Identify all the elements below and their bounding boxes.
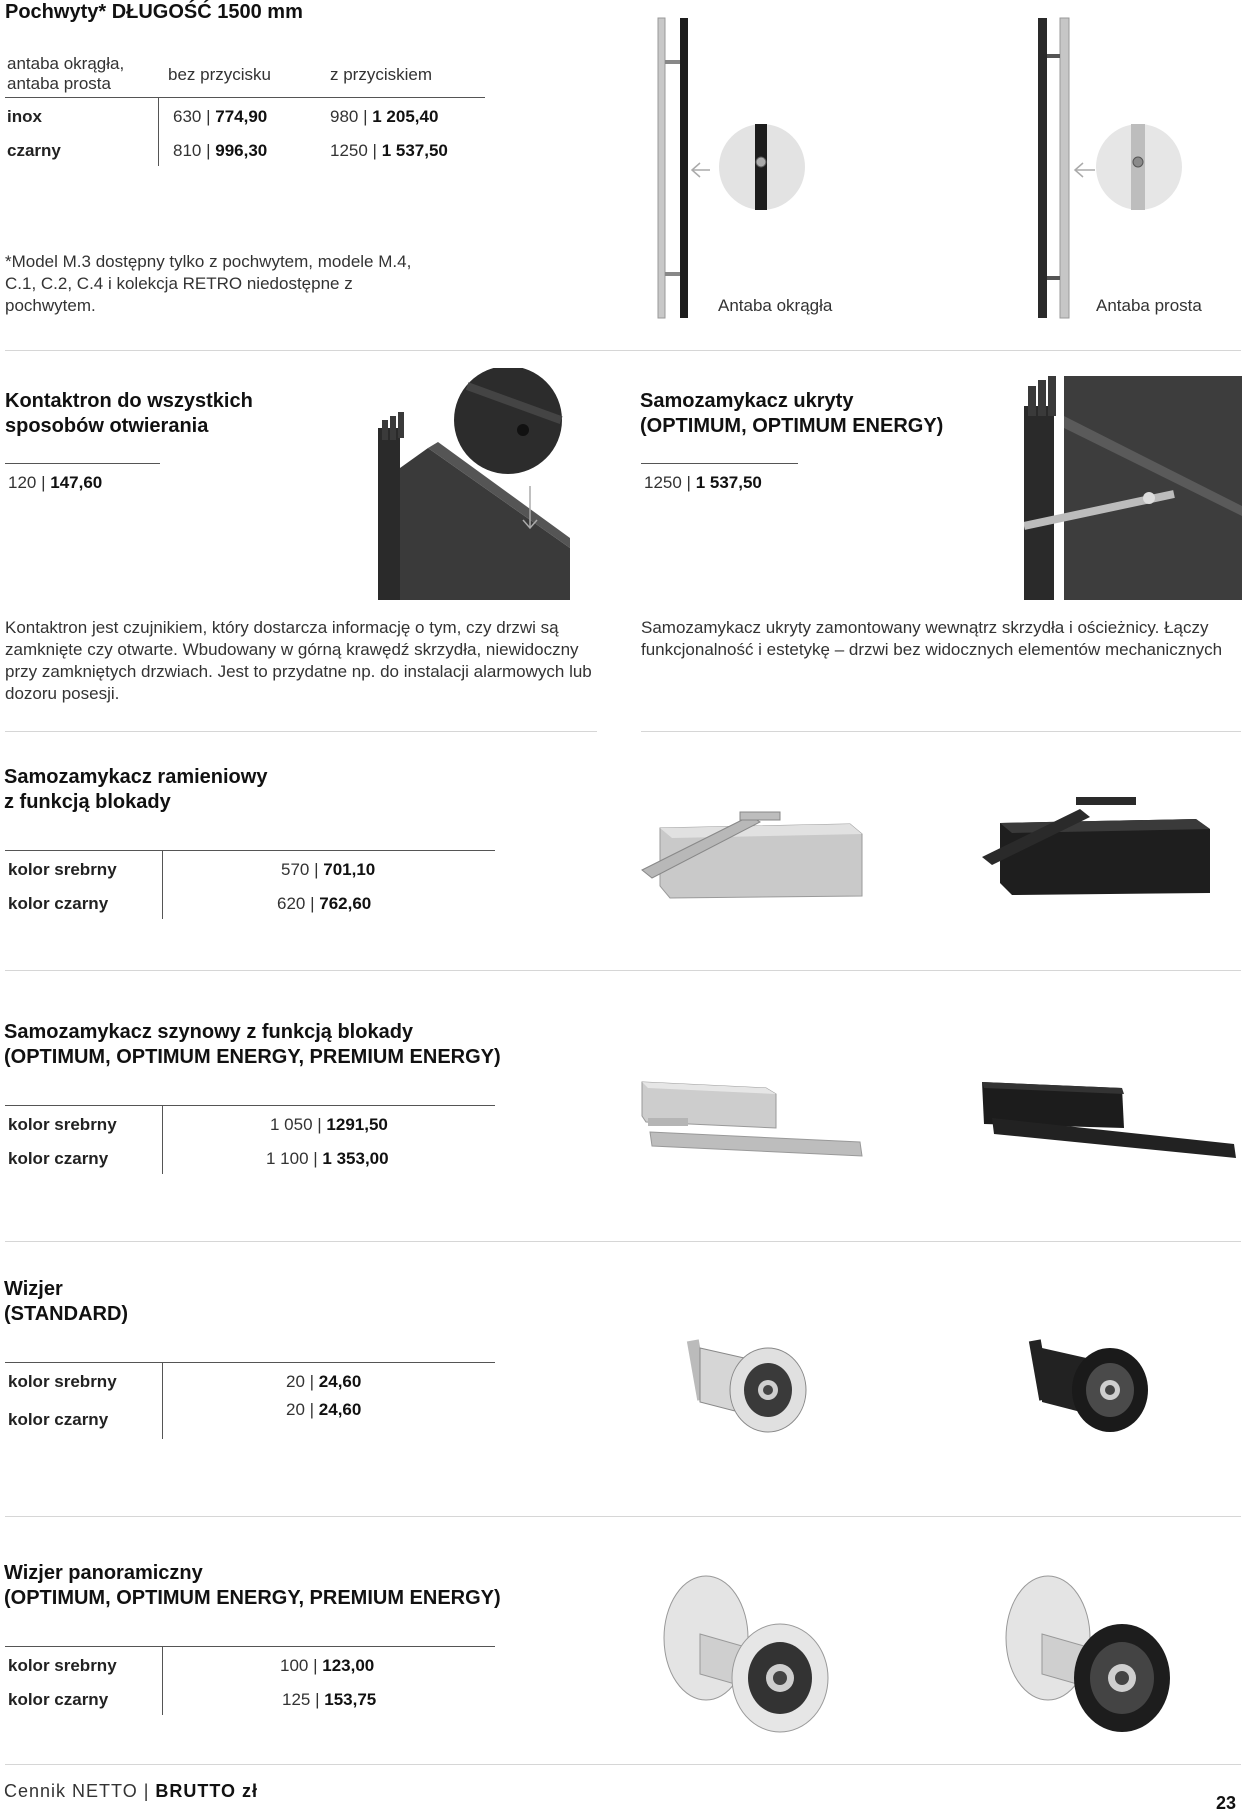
arm-closer-row-silver-price: 570 | 701,10 [281, 860, 376, 879]
section-divider-4 [5, 1241, 1241, 1242]
rail-closer-row-black-price: 1 100 | 1 353,00 [266, 1149, 389, 1168]
kontaktron-description: Kontaktron jest czujnikiem, który dostarcza informację o tym, czy drzwi są zamknięte czy otwarte. Wbudowany w górną krawędź skrzydła, niewidoczny przy zamkniętych drzwiach. Jest to przydatne np. do instalacji alarmowych lub dozoru posesji. [5, 618, 592, 703]
rail-closer-title: Samozamykacz szynowy z funkcją blokady (OPTIMUM, OPTIMUM ENERGY, PREMIUM ENERGY) [4, 1021, 501, 1068]
handles-row-black-price1: 810 | 996,30 [173, 141, 268, 160]
panoramic-table-divider [162, 1647, 163, 1715]
footer-price-legend: Cennik NETTO | BRUTTO zł [4, 1781, 259, 1801]
caption-straight-handle: Antaba prosta [1096, 296, 1202, 315]
panoramic-black-image [1002, 1574, 1177, 1734]
arm-closer-table-divider [162, 851, 163, 919]
arm-closer-row-silver-label: kolor srebrny [8, 860, 117, 879]
section-divider-2b [641, 731, 1241, 732]
handles-note: *Model M.3 dostępny tylko z pochwytem, modele M.4, C.1, C.2, C.4 i kolekcja RETRO niedostępne z pochwytem. [5, 252, 412, 315]
peephole-row-silver-label: kolor srebrny [8, 1372, 117, 1391]
arm-closer-silver-image [640, 800, 880, 900]
rail-closer-silver-image [640, 1078, 865, 1160]
peephole-row-black-label: kolor czarny [8, 1410, 109, 1429]
kontaktron-title: Kontaktron do wszystkich sposobów otwierania [5, 390, 253, 437]
peephole-black-image [1024, 1318, 1159, 1443]
handles-table-divider [158, 98, 159, 166]
kontaktron-illustration [378, 368, 570, 600]
section-divider-6 [5, 1764, 1241, 1765]
hidden-closer-description: Samozamykacz ukryty zamontowany wewnątrz skrzydła i ościeżnicy. Łączy funkcjonalność i estetykę – drzwi bez widocznych elementów mechanicznych [641, 618, 1223, 659]
handles-illustration [640, 10, 1240, 328]
panoramic-row-black-label: kolor czarny [8, 1690, 109, 1709]
rail-closer-table-divider [162, 1106, 163, 1174]
hidden-closer-price-rule [641, 463, 798, 464]
arm-closer-title: Samozamykacz ramieniowy z funkcją blokady [4, 766, 268, 813]
panoramic-table-rule [5, 1646, 495, 1647]
handles-title: Pochwyty* DŁUGOŚĆ 1500 mm [5, 1, 303, 23]
handles-row-inox-label: inox [7, 107, 42, 126]
panoramic-row-silver-price: 100 | 123,00 [280, 1656, 375, 1675]
peephole-title: Wizjer (STANDARD) [4, 1278, 129, 1325]
rail-closer-table-rule [5, 1105, 495, 1106]
arm-closer-table-rule [5, 850, 495, 851]
hidden-closer-price: 1250 | 1 537,50 [644, 473, 762, 492]
panoramic-silver-image [660, 1574, 835, 1734]
rail-closer-row-silver-price: 1 050 | 1291,50 [270, 1115, 388, 1134]
rail-closer-black-image [980, 1078, 1238, 1160]
handles-header-col2: bez przycisku [168, 65, 271, 84]
handles-row-inox-price2: 980 | 1 205,40 [330, 107, 439, 126]
arm-closer-row-black-label: kolor czarny [8, 894, 109, 913]
arm-closer-row-black-price: 620 | 762,60 [277, 894, 372, 913]
handles-header-col3: z przyciskiem [330, 65, 433, 84]
panoramic-row-black-price: 125 | 153,75 [282, 1690, 377, 1709]
panoramic-title: Wizjer panoramiczny (OPTIMUM, OPTIMUM ENERGY, PREMIUM ENERGY) [4, 1562, 501, 1609]
panoramic-row-silver-label: kolor srebrny [8, 1656, 117, 1675]
rail-closer-row-black-label: kolor czarny [8, 1149, 109, 1168]
peephole-silver-image [682, 1318, 817, 1443]
handles-table-rule [5, 97, 485, 98]
handles-row-inox-price1: 630 | 774,90 [173, 107, 268, 126]
peephole-row-black-price: 20 | 24,60 [286, 1400, 362, 1419]
kontaktron-price-rule [5, 463, 160, 464]
arm-closer-black-image [980, 797, 1240, 899]
section-divider-5 [5, 1516, 1241, 1517]
hidden-closer-illustration [1024, 376, 1242, 600]
peephole-row-silver-price: 20 | 24,60 [286, 1372, 362, 1391]
handles-row-black-label: czarny [7, 141, 61, 160]
kontaktron-price: 120 | 147,60 [8, 473, 103, 492]
hidden-closer-title: Samozamykacz ukryty (OPTIMUM, OPTIMUM ENERGY) [640, 390, 944, 437]
peephole-table-divider [162, 1363, 163, 1439]
page-number: 23 [1216, 1793, 1237, 1813]
rail-closer-row-silver-label: kolor srebrny [8, 1115, 117, 1134]
handles-row-black-price2: 1250 | 1 537,50 [330, 141, 448, 160]
caption-round-handle: Antaba okrągła [718, 296, 833, 315]
peephole-table-rule [5, 1362, 495, 1363]
handles-header-col1: antaba okrągła, antaba prosta [7, 54, 125, 93]
section-divider-1 [5, 350, 1241, 351]
section-divider-3 [5, 970, 1241, 971]
section-divider-2a [5, 731, 597, 732]
